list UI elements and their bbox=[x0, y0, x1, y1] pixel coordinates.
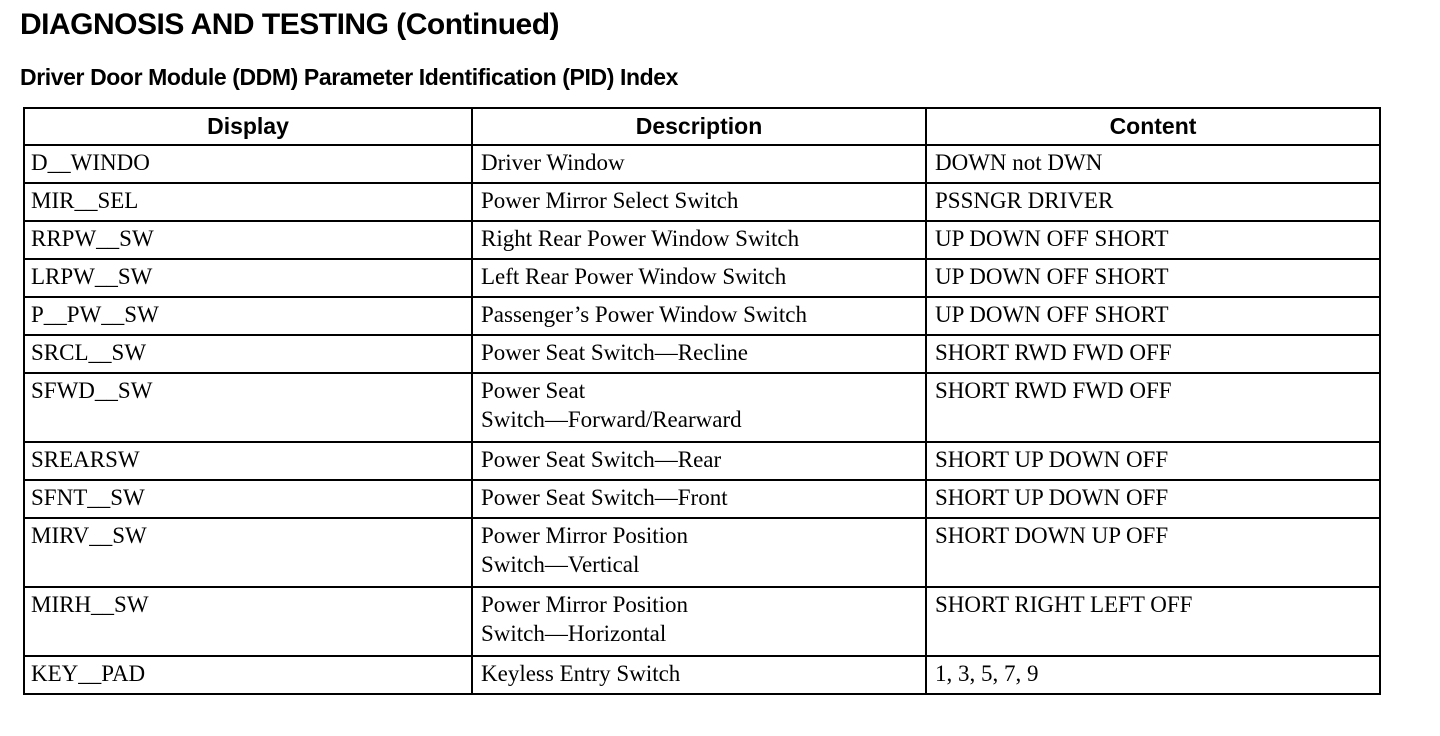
description-cell bbox=[472, 145, 926, 183]
description-line: Driver Window bbox=[481, 150, 625, 175]
content-cell: SHORT RWD FWD OFF bbox=[926, 335, 1380, 373]
table-row bbox=[24, 335, 1380, 373]
content-cell: PSSNGR DRIVER bbox=[926, 183, 1380, 221]
column-header-display: Display bbox=[24, 108, 472, 145]
table-title: Driver Door Module (DDM) Parameter Identification (PID) Index bbox=[20, 64, 679, 90]
display-cell: P__PW__SW bbox=[24, 297, 472, 335]
display-cell: RRPW__SW bbox=[24, 221, 472, 259]
display-cell: SREARSW bbox=[24, 442, 472, 480]
table-body bbox=[24, 145, 1380, 694]
table-row bbox=[24, 480, 1380, 518]
description-line: Switch—Vertical bbox=[481, 552, 640, 577]
content-cell: UP DOWN OFF SHORT bbox=[926, 259, 1380, 297]
description-line: Power Seat bbox=[481, 378, 586, 403]
content-cell: SHORT RIGHT LEFT OFF bbox=[926, 587, 1380, 656]
display-cell: KEY__PAD bbox=[24, 656, 472, 694]
content-cell: SHORT RWD FWD OFF bbox=[926, 373, 1380, 442]
description-line: Left Rear Power Window Switch bbox=[481, 264, 787, 289]
description-cell bbox=[472, 297, 926, 335]
table-row bbox=[24, 656, 1380, 694]
description-cell bbox=[472, 183, 926, 221]
description-line: Power Seat Switch—Recline bbox=[481, 340, 749, 365]
display-cell: SRCL__SW bbox=[24, 335, 472, 373]
display-cell: D__WINDO bbox=[24, 145, 472, 183]
table-row bbox=[24, 587, 1380, 656]
description-line: Keyless Entry Switch bbox=[481, 661, 681, 686]
description-cell bbox=[472, 335, 926, 373]
content-cell: UP DOWN OFF SHORT bbox=[926, 297, 1380, 335]
display-cell: SFWD__SW bbox=[24, 373, 472, 442]
description-line: Power Seat Switch—Rear bbox=[481, 447, 722, 472]
description-cell bbox=[472, 259, 926, 297]
page-title: DIAGNOSIS AND TESTING (Continued) bbox=[20, 8, 560, 41]
content-cell: UP DOWN OFF SHORT bbox=[926, 221, 1380, 259]
description-cell bbox=[472, 480, 926, 518]
description-line: Passenger’s Power Window Switch bbox=[481, 302, 807, 327]
content-cell: SHORT UP DOWN OFF bbox=[926, 442, 1380, 480]
description-line: Power Seat Switch—Front bbox=[481, 485, 728, 510]
table-row bbox=[24, 442, 1380, 480]
description-line: Switch—Forward/Rearward bbox=[481, 407, 742, 432]
description-cell bbox=[472, 518, 926, 587]
description-cell bbox=[472, 221, 926, 259]
content-cell: DOWN not DWN bbox=[926, 145, 1380, 183]
description-cell bbox=[472, 442, 926, 480]
content-cell: SHORT DOWN UP OFF bbox=[926, 518, 1380, 587]
display-cell: SFNT__SW bbox=[24, 480, 472, 518]
description-line: Power Mirror Position bbox=[481, 523, 688, 548]
column-header-content: Content bbox=[926, 108, 1380, 145]
description-cell bbox=[472, 587, 926, 656]
table-row bbox=[24, 259, 1380, 297]
table-row bbox=[24, 145, 1380, 183]
description-line: Right Rear Power Window Switch bbox=[481, 226, 800, 251]
pid-index-table bbox=[23, 107, 1381, 695]
header-row bbox=[24, 108, 1380, 145]
table-row bbox=[24, 221, 1380, 259]
table-row bbox=[24, 518, 1380, 587]
table-row bbox=[24, 183, 1380, 221]
table-row bbox=[24, 297, 1380, 335]
description-cell bbox=[472, 656, 926, 694]
display-cell: MIRV__SW bbox=[24, 518, 472, 587]
display-cell: LRPW__SW bbox=[24, 259, 472, 297]
content-cell: SHORT UP DOWN OFF bbox=[926, 480, 1380, 518]
description-line: Switch—Horizontal bbox=[481, 621, 667, 646]
column-header-description: Description bbox=[472, 108, 926, 145]
description-line: Power Mirror Position bbox=[481, 592, 688, 617]
description-cell bbox=[472, 373, 926, 442]
table-row bbox=[24, 373, 1380, 442]
display-cell: MIRH__SW bbox=[24, 587, 472, 656]
content-cell: 1, 3, 5, 7, 9 bbox=[926, 656, 1380, 694]
description-line: Power Mirror Select Switch bbox=[481, 188, 739, 213]
display-cell: MIR__SEL bbox=[24, 183, 472, 221]
